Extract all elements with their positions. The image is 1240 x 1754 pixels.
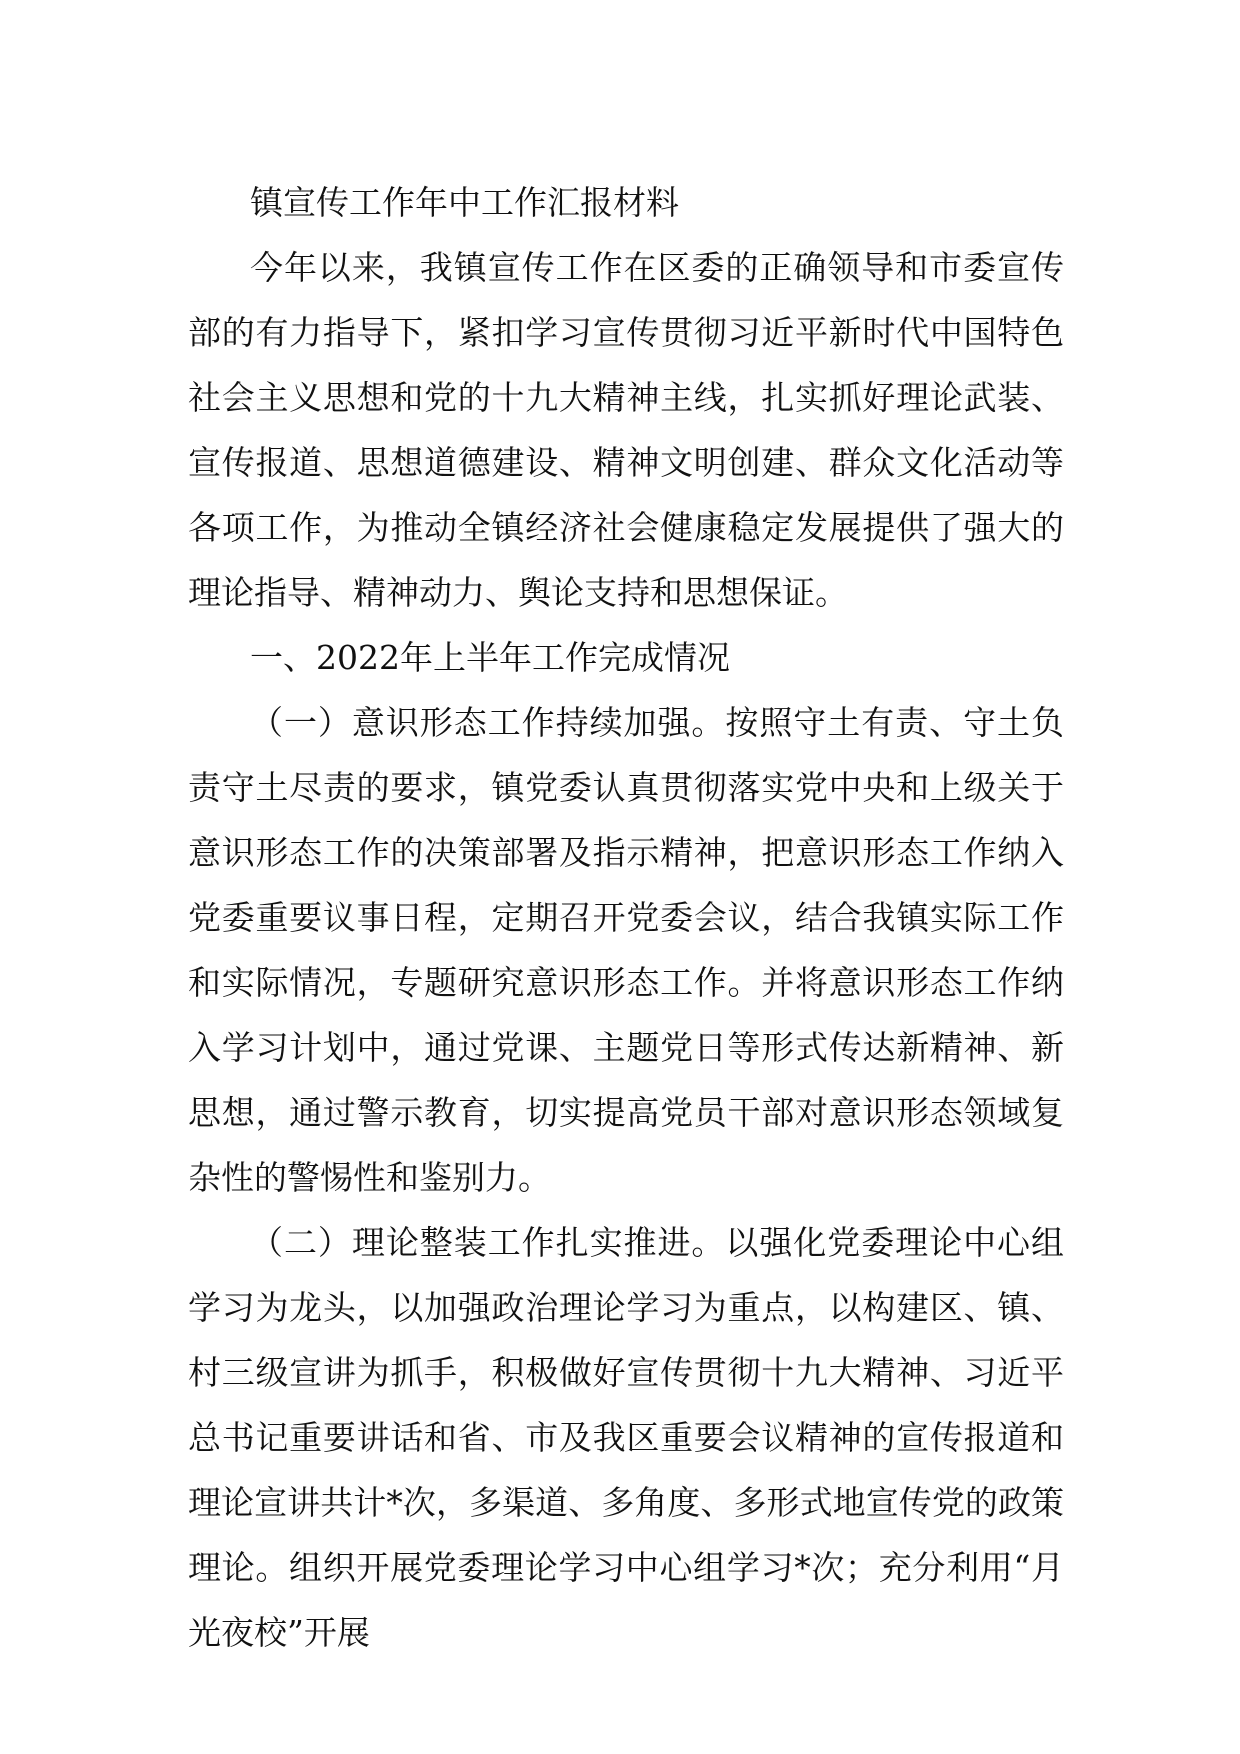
paragraph-intro: 今年以来，我镇宣传工作在区委的正确领导和市委宣传部的有力指导下，紧扣学习宣传贯彻习近平新时代中国特色社会主义思想和党的十九大精神主线，扎实抓好理论武装、宣传报道、思想道德建设、精神文明创建、群众文化活动等各项工作，为推动全镇经济社会健康稳定发展提供了强大的理论指导、精神动力、舆论支持和思想保证。 (188, 248, 1064, 612)
section-heading-1: 一、2022年上半年工作完成情况 (250, 638, 730, 677)
paragraph-ideology: （一）意识形态工作持续加强。按照守土有责、守土负责守土尽责的要求，镇党委认真贯彻落实党中央和上级关于意识形态工作的决策部署及指示精神，把意识形态工作纳入党委重要议事日程，定期召开党委会议，结合我镇实际工作和实际情况，专题研究意识形态工作。并将意识形态工作纳入学习计划中，通过党课、主题党日等形式传达新精神、新思想，通过警示教育，切实提高党员干部对意识形态领域复杂性的警惕性和鉴别力。 (188, 703, 1064, 1197)
document-title: 镇宣传工作年中工作汇报材料 (250, 183, 679, 222)
document-body (188, 170, 1064, 1665)
paragraph-theory: （二）理论整装工作扎实推进。以强化党委理论中心组学习为龙头，以加强政治理论学习为重点，以构建区、镇、村三级宣讲为抓手，积极做好宣传贯彻十九大精神、习近平总书记重要讲话和省、市及我区重要会议精神的宣传报道和理论宣讲共计*次，多渠道、多角度、多形式地宣传党的政策理论。组织开展党委理论学习中心组学习*次；充分利用“月光夜校”开展 (188, 1223, 1064, 1652)
